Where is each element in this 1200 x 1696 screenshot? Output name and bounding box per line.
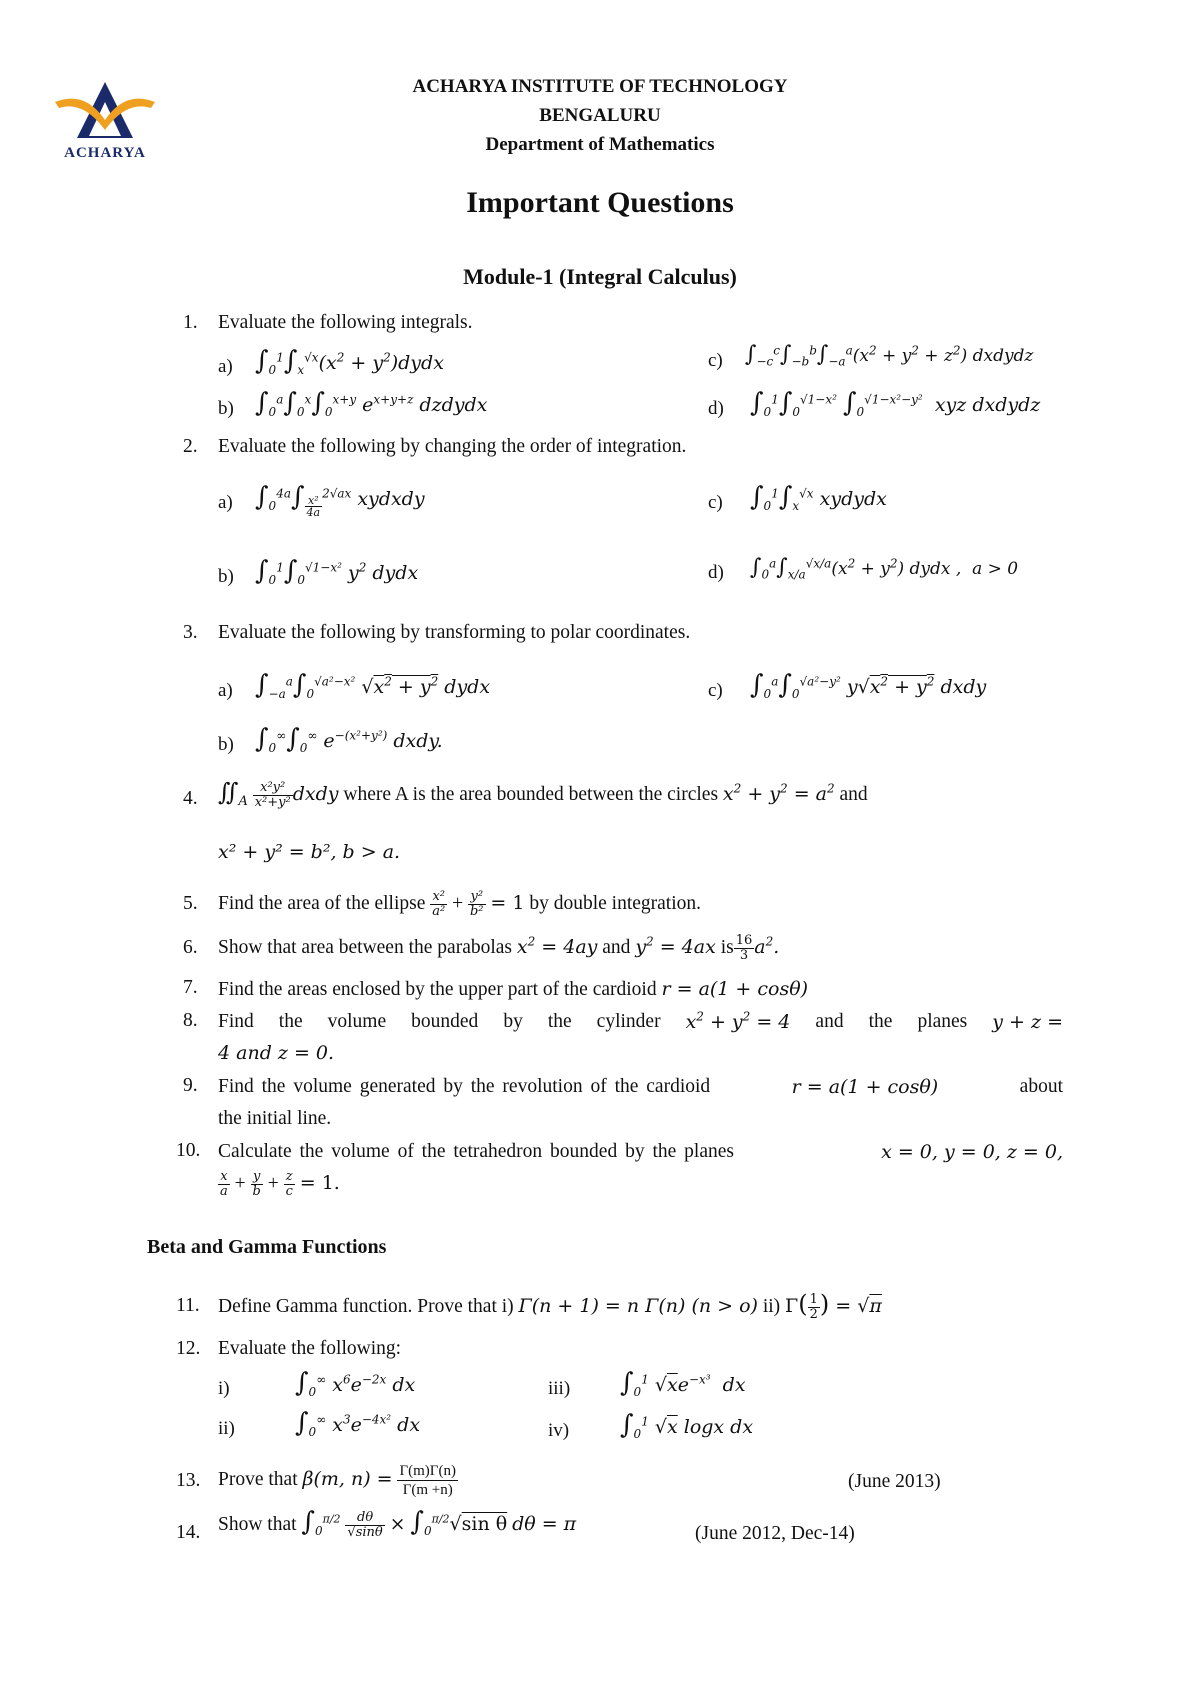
question-line: Define Gamma function. Prove that i) Γ(n + 1) = n Γ(n) (n > o) ii) Γ( $\frac{1}{2}$ ) = √π xyxy=(218,1290,882,1323)
module-heading: Module-1 (Integral Calculus) xyxy=(463,264,737,289)
question-line2: $\frac{x}{a}$ + $\frac{y}{b}$ + $\frac{z}{c}$ = 1. xyxy=(220,1169,340,1199)
integral-expression: $\int_{-a}^a\int_0^{√a^2-x^2}$ $√x^2 + y^2$ dydx xyxy=(255,670,491,701)
question-text: Evaluate the following by changing the order of integration. xyxy=(218,436,687,457)
option-label: b) xyxy=(218,734,234,755)
integral-expression: $\int_0^1$ $√xe^{-x^3}$ dx xyxy=(620,1368,746,1399)
exam-date: (June 2013) xyxy=(848,1471,941,1492)
integral-expression: $\int_0^{4a}\int$ $_{\frac{\text{x²}}{4a}}$ $^{2√ax}$ xydxdy xyxy=(255,482,425,519)
option-label: b) xyxy=(218,398,234,419)
question-word: the xyxy=(868,1011,893,1032)
question-word: by xyxy=(503,1011,523,1032)
integral-expression: $\int_0^1$ √x logx dx xyxy=(620,1410,754,1441)
section-heading: Beta and Gamma Functions xyxy=(147,1236,387,1258)
question-number: 14. xyxy=(176,1522,201,1543)
integral-expression: $\int_{-c}^c\int_{-b}^b\int_{-a}^a(x^2 + y^2 + z^2)$ dxdydz xyxy=(745,342,1034,369)
option-label: a) xyxy=(218,680,233,701)
integral-expression: $\int_0^1\int_0^{√1-x^2}$ $y^2$ dydx xyxy=(255,556,419,587)
equation-tail: = 1. xyxy=(299,1171,340,1194)
question-line: Prove that β(m, n) = $\frac{\Gamma(m)\Gamma(n)}{\Gamma(m +n)}$ xyxy=(218,1463,456,1498)
question-number: 9. xyxy=(183,1075,198,1096)
option-label: a) xyxy=(218,356,233,377)
question-text: Find the area of the ellipse xyxy=(218,892,426,914)
question-tail: by double integration. xyxy=(529,892,702,914)
question-word: cylinder xyxy=(596,1011,661,1032)
option-label: iv) xyxy=(548,1420,570,1441)
question-word: volume xyxy=(327,1011,387,1032)
question-line2: the initial line. xyxy=(218,1108,332,1129)
question-number: 12. xyxy=(176,1338,201,1359)
option-label: a) xyxy=(218,492,233,513)
question-word: bounded xyxy=(411,1011,479,1032)
question-line: Find the volume generated by the revolution of the cardioid r = a(1 + cosθ) about xyxy=(218,1076,1063,1098)
question-line: $∬_A$ $\frac{\text{x²y²}}{\text{x²+y²}}$ dxdy where A is the area bounded between the circles $x^2 + y^2 = a^2$ and xyxy=(218,778,868,811)
integral-expression: $\int_0^\infty$ $x^3e^{-4x^2}$ dx xyxy=(295,1408,421,1439)
question-word: the xyxy=(278,1011,303,1032)
question-number: 11. xyxy=(176,1295,200,1316)
expression-text-mirror xyxy=(0,1650,1,1651)
question-number: 8. xyxy=(183,1010,198,1031)
option-label: b) xyxy=(218,566,234,587)
question-number: 5. xyxy=(183,893,198,914)
question-word: the xyxy=(547,1011,572,1032)
question-line: Find the volume bounded by the cylinder $x^2 + y^2 = 4$ and the planes y + z = xyxy=(218,1009,1063,1033)
question-word: ii) xyxy=(762,1296,781,1317)
question-number: 2. xyxy=(183,436,198,457)
question-number: 6. xyxy=(183,937,198,958)
question-word: and xyxy=(602,936,631,958)
option-label: d) xyxy=(708,398,724,419)
question-text: where A is the area bounded between the circles xyxy=(343,784,719,805)
question-text: Find the areas enclosed by the upper part of the cardioid xyxy=(218,979,657,1000)
question-text: Calculate the volume of the tetrahedron bounded by the planes xyxy=(218,1141,734,1162)
option-label: c) xyxy=(708,680,723,701)
question-tail: about xyxy=(1019,1076,1063,1097)
question-word: planes xyxy=(917,1011,968,1032)
integral-expression: $\int_0^1\int_x^{√x}$ xydydx xyxy=(750,482,887,513)
exam-date: (June 2012, Dec-14) xyxy=(695,1523,855,1544)
integral-expression: $\int_0^a\int_{x/a}^{√x/a}(x^2 + y^2)$ dydx , a > 0 xyxy=(750,555,1019,582)
question-text: Evaluate the following: xyxy=(218,1338,402,1359)
option-label: ii) xyxy=(218,1418,235,1439)
integral-expression: $\int_0^a\int_0^{√a^2-y^2}$ $y√x^2 + y^2$ dxdy xyxy=(750,670,987,701)
option-label: d) xyxy=(708,562,724,583)
integral-expression: $\int_0^\infty$ $x^6e^{-2x}$ dx xyxy=(295,1368,416,1399)
question-line: Find the area of the ellipse $\frac{\text{x²}}{\text{a²}}$ + $\frac{\text{y²}}{\text{b²}}$ = 1 by double integration. xyxy=(218,889,702,919)
question-text: Define Gamma function. Prove that i) xyxy=(218,1296,514,1317)
question-text: Evaluate the following by transforming to polar coordinates. xyxy=(218,622,691,643)
expr-1a xyxy=(0,1650,1,1651)
option-label: c) xyxy=(708,350,723,371)
question-line: Find the areas enclosed by the upper part of the cardioid r = a(1 + cosθ) xyxy=(218,978,809,1000)
question-text: Show that area between the parabolas xyxy=(218,936,513,958)
integral-expression: $\int_0^\infty\int_0^\infty$ $e^{-(x^2+y^2)}$ dxdy. xyxy=(255,724,443,755)
integral-expression: $\int_0^1\int_0^{√1-x^2}$ $\int_0^{√1-x^2-y^2}$ xyz dxdydz xyxy=(750,388,1041,419)
question-number: 13. xyxy=(176,1470,201,1491)
question-number: 1. xyxy=(183,312,198,333)
integral-expression: $\int_0^1\int_x^{√x}(x^2$ + $y^2)dydx$ xyxy=(255,346,444,377)
question-line2: x² + y² = b², b > a. xyxy=(218,841,401,863)
city-name: BENGALURU xyxy=(539,105,661,126)
option-label: iii) xyxy=(548,1378,571,1399)
page-title: Important Questions xyxy=(466,186,734,219)
question-line: Show that area between the parabolas $x^2 = 4ay$ and $y^2 = 4ax$ is $\frac{16}{3}$ $a^2$. xyxy=(218,933,780,963)
question-number: 10. xyxy=(176,1140,201,1161)
question-word: Find xyxy=(218,1011,254,1032)
question-word: is xyxy=(720,936,734,958)
question-number: 7. xyxy=(183,977,198,998)
question-number: 4. xyxy=(183,788,198,809)
option-label: c) xyxy=(708,492,723,513)
question-line2: 4 and z = 0. xyxy=(218,1042,335,1064)
question-line: Show that $\int_0^{\pi/2}$ $\frac{d\theta}{√\sin\theta}$ × $\int_0^{\pi/2}√\sin$ θ dθ = π xyxy=(218,1507,577,1541)
department-name: Department of Mathematics xyxy=(485,134,715,155)
question-text: Prove that xyxy=(218,1468,298,1490)
question-tail: and xyxy=(839,784,868,805)
option-label: i) xyxy=(218,1378,230,1399)
question-text: Evaluate the following integrals. xyxy=(218,312,473,333)
question-line: Calculate the volume of the tetrahedron bounded by the planes x = 0, y = 0, z = 0, xyxy=(218,1141,1063,1163)
question-number: 3. xyxy=(183,622,198,643)
question-text: Find the volume generated by the revolution of the cardioid xyxy=(218,1076,711,1097)
question-text: Show that xyxy=(218,1514,297,1535)
logo-text: ACHARYA xyxy=(64,145,146,161)
institute-name: ACHARYA INSTITUTE OF TECHNOLOGY xyxy=(412,76,788,97)
integral-expression: $\int_0^a\int_0^x\int_0^{x+y}$ $e^{x+y+z}$ dzdydx xyxy=(255,388,488,419)
question-word: and xyxy=(815,1011,844,1032)
